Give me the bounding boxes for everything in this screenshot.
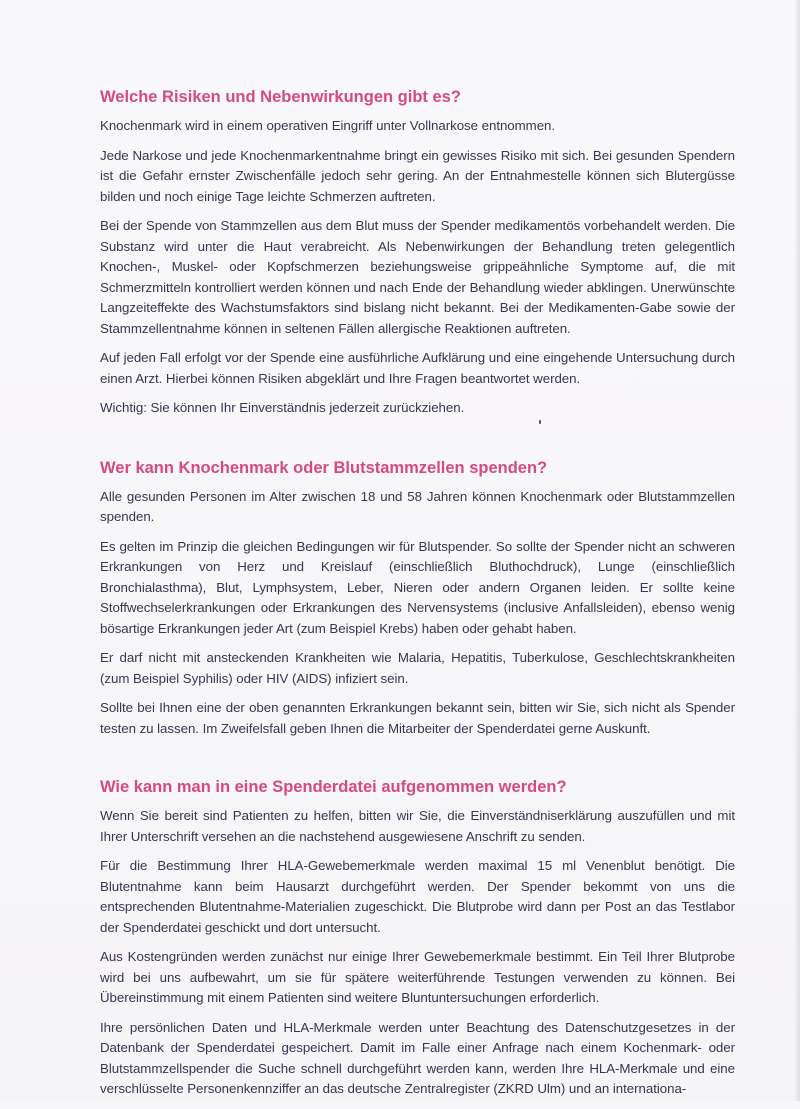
section-registration [100,776,735,1100]
paragraph: Sollte bei Ihnen eine der oben genannten Erkrankungen bekannt sein, bitten wir Sie, sich nicht als Spender testen zu lassen. Im Zweifelsfall geben Ihnen die Mitarbeiter der Spenderdatei gerne Auskunft. [100,700,735,736]
paragraph: Aus Kostengründen werden zunächst nur einige Ihrer Gewebemerkmale bestimmt. Ein Teil Ihrer Blutprobe wird bei uns aufbewahrt, um sie für spätere weiterführende Testungen verwenden zu können. Bei Übereinstimmung mit einem Patienten sind weitere Bluntuntersuchungen erforderlich. [100,949,735,1005]
section-heading-risks: Welche Risiken und Nebenwirkungen gibt es? [100,88,461,106]
section-spacer [100,748,735,776]
paragraph: Es gelten im Prinzip die gleichen Bedingungen wir für Blutspender. So sollte der Spender nicht an schweren Erkrankungen von Herz und Kreislauf (einschließlich Bluthochdruck), Lunge (einschließlich Bronchialasthma), Blut, Lymphsystem, Leber, Nieren oder andern Organen leiden. Er sollte keine Stoffwechselerkrankungen oder Erkrankungen des Nervensystems (inclusive Anfallsleiden), ebenso wenig bösartige Erkrankungen jeder Art (zum Beispiel Krebs) haben oder gehabt haben. [100,538,735,636]
paragraph: Jede Narkose und jede Knochenmarkentnahme bringt ein gewisses Risiko mit sich. Bei gesunden Spendern ist die Gefahr ernster Zwischenfälle jedoch sehr gering. An der Entnahmestelle können sich Blutergüsse bilden und noch einige Tage leichte Schmerzen auftreten. [100,147,735,204]
section-eligibility [100,457,735,740]
section-spacer [100,428,735,457]
paragraph: Wenn Sie bereit sind Patienten zu helfen, bitten wir Sie, die Einverständniserklärung auszufüllen und mit Ihrer Unterschrift versehen an die nachstehend ausgewiesene Anschrift zu senden. [100,808,735,844]
paragraph: Auf jeden Fall erfolgt vor der Spende eine ausführliche Aufklärung und eine eingehende Untersuchung durch einen Arzt. Hierbei können Risiken abgeklärt und Ihre Fragen beantwortet werden. [100,350,735,386]
document-body [100,86,735,1109]
section-heading-registration: Wie kann man in eine Spenderdatei aufgenommen werden? [100,778,567,796]
paragraph: Ihre persönlichen Daten und HLA-Merkmale werden unter Beachtung des Datenschutzgesetzes in der Datenbank der Spenderdatei gespeichert. Damit im Falle einer Anfrage nach einem Kochenmark- oder Blutstammzellspender die Suche schnell durchgeführt werden kann, werden Ihre HLA-Merkmale und eine verschlüsselte Personenkennziffer an das deutsche Zentralregister (ZKRD Ulm) und an internationa- [100,1019,735,1096]
paragraph: Bei der Spende von Stammzellen aus dem Blut muss der Spender medikamentös vorbehandelt werden. Die Substanz wird unter die Haut verabreicht. Als Nebenwirkungen der Behandlung treten gelegentlich Knochen-, Muskel- oder Kopfschmerzen beziehungsweise grippeähnliche Symptome auf, die mit Schmerzmitteln kontrolliert werden können und nach Ende der Behandlung wieder abklingen. Unerwünschte Langzeiteffekte des Wachstumsfaktors sind bislang nicht bekannt. Bei der Medikamenten-Gabe sowie der Stammzellentnahme können in seltenen Fällen allergische Reaktionen auftreten. [100,218,735,336]
section-risks [100,86,735,419]
paragraph: Alle gesunden Personen im Alter zwischen 18 und 58 Jahren können Knochenmark oder Blutstammzellen spenden. [100,488,735,524]
section-heading-eligibility: Wer kann Knochenmark oder Blutstammzellen spenden? [100,458,548,477]
paragraph: Wichtig: Sie können Ihr Einverständnis jederzeit zurückziehen. [100,400,465,415]
paragraph: Er darf nicht mit ansteckenden Krankheiten wie Malaria, Hepatitis, Tuberkulose, Geschlechtskrankheiten (zum Beispiel Syphilis) oder HIV (AIDS) infiziert sein. [100,650,735,686]
paragraph: Knochenmark wird in einem operativen Eingriff unter Vollnarkose entnommen. [100,118,556,133]
paragraph: Für die Bestimmung Ihrer HLA-Gewebemerkmale werden maximal 15 ml Venenblut benötigt. Die Blutentnahme kann beim Hausarzt durchgeführt werden. Der Spender bekommt von uns die entsprechenden Blutentnahme-Materialien zugeschickt. Die Blutprobe wird dann per Post an das Testlabor der Spenderdatei geschickt und dort untersucht. [100,858,735,935]
page-edge-shadow [794,0,800,1101]
